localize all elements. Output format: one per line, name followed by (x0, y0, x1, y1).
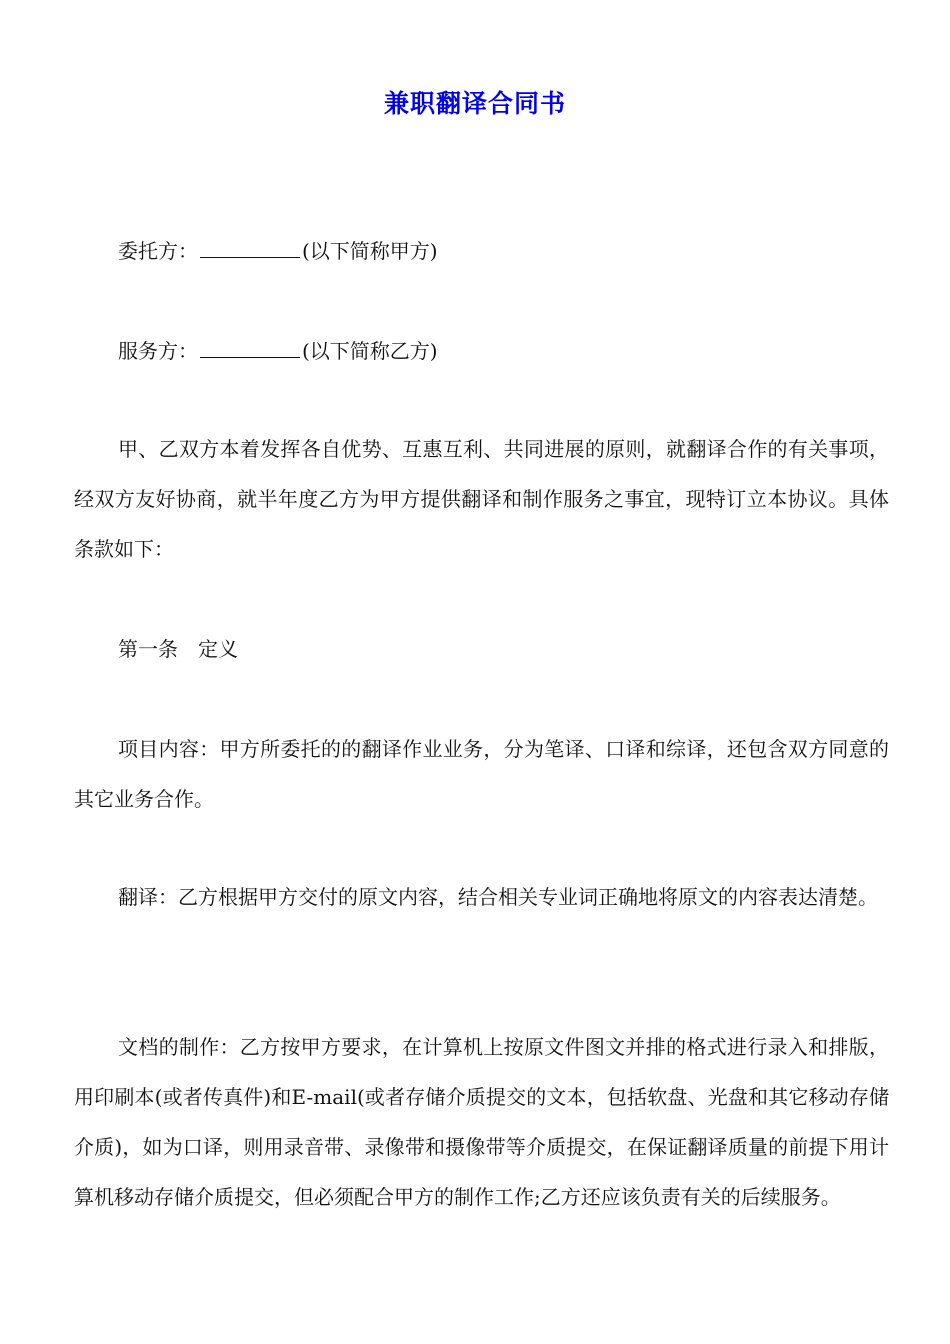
document-title: 兼职翻译合同书 (383, 89, 566, 118)
party-a-line (74, 226, 889, 276)
party-b-blank (200, 331, 300, 358)
party-b-label: 服务方： (118, 339, 198, 363)
party-a-suffix: (以下简称甲方) (302, 239, 438, 263)
party-a-blank (200, 231, 300, 258)
definition-project-paragraph: 项目内容：甲方所委托的的翻译作业业务，分为笔译、口译和综译，还包含双方同意的其它业务合作。 (74, 737, 889, 811)
definition-document-production-paragraph: 文档的制作：乙方按甲方要求，在计算机上按原文件图文并排的格式进行录入和排版，用印刷本(或者传真件)和E-mail(或者存储介质提交的文本，包括软盘、光盘和其它移动存储介质)，如为口译，则用录音带、录像带和摄像带等介质提交，在保证翻译质量的前提下用计算机移动存储介质提交，但必须配合甲方的制作工作;乙方还应该负责有关的后续服务。 (74, 1035, 889, 1209)
preamble-paragraph: 甲、乙双方本着发挥各自优势、互惠互利、共同进展的原则，就翻译合作的有关事项，经双方友好协商，就半年度乙方为甲方提供翻译和制作服务之事宜，现特订立本协议。具体条款如下： (74, 437, 889, 561)
party-b-suffix: (以下简称乙方) (302, 339, 438, 363)
article-1-heading: 第一条 定义 (118, 637, 238, 661)
definition-translation-paragraph: 翻译：乙方根据甲方交付的原文内容，结合相关专业词正确地将原文的内容表达清楚。 (118, 885, 878, 909)
party-b-line (74, 326, 889, 376)
party-a-label: 委托方： (118, 239, 198, 263)
